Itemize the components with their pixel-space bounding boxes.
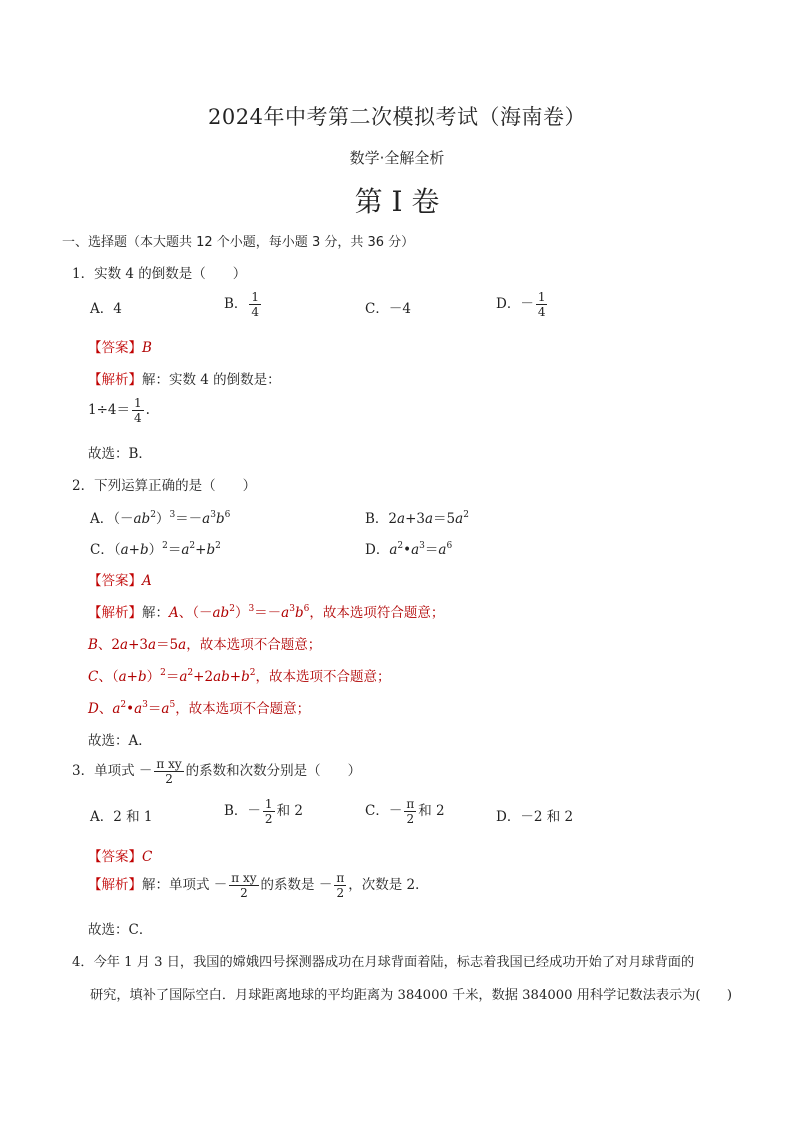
q2-analysis-intro: 解： xyxy=(142,605,169,621)
page-subtitle: 数学·全解全析 xyxy=(349,149,445,167)
page-title: 2024年中考第二次模拟考试（海南卷） xyxy=(208,105,586,129)
answer-label: 【答案】 xyxy=(88,849,142,865)
q3-b-den: 2 xyxy=(264,812,273,826)
q4-line-2: 研究，填补了国际空白．月球距离地球的平均距离为 384000 千米，数据 384000 用科学记数法表示为( ) xyxy=(90,988,733,1003)
q2-analysis-a: 【解析】解：A、$(-ab^2)^3=-a^3b^6$，故本选项符合题意； xyxy=(88,604,445,621)
q1-option-d xyxy=(496,290,549,319)
q3-b-prefix: B．－ xyxy=(224,803,261,819)
q3-analysis-num: π xy xyxy=(231,871,257,885)
q2-option-d: D．$a^2•a^3=a^6$ xyxy=(365,541,453,558)
q2-analysis-b: B、2a+3a＝5a，故本选项不合题意； xyxy=(88,637,322,653)
section-heading: 一、选择题（本大题共 12 个小题，每小题 3 分，共 36 分） xyxy=(62,235,415,250)
q1-calc-prefix: 1÷4＝ xyxy=(88,402,130,418)
q1-option-a: A．4 xyxy=(90,301,122,317)
q3-stem-den: 2 xyxy=(154,771,183,786)
q1-b-num: 1 xyxy=(251,290,260,304)
q3-analysis-den2: 2 xyxy=(334,885,346,900)
q2-conclusion: 故选：A． xyxy=(88,733,152,749)
q3-stem-fraction xyxy=(154,757,183,786)
q3-b-fraction xyxy=(263,797,275,826)
q3-stem-num: π xy xyxy=(156,757,182,771)
q3-b-num: 1 xyxy=(264,797,273,811)
q2-answer xyxy=(88,569,152,589)
q1-calc-fraction xyxy=(132,396,144,425)
q3-analysis-fraction-2 xyxy=(334,871,346,900)
q1-answer-value: B xyxy=(142,340,152,356)
q2-option-b: B．$2a+3a=5a^2$ xyxy=(365,510,469,527)
q3-analysis-num2: π xyxy=(336,871,345,885)
q1-option-c: C．－4 xyxy=(365,301,411,317)
q1-d-den: 4 xyxy=(537,305,546,319)
q2-option-a: A．$(-ab^2)^3=-a^3b^6$ xyxy=(90,510,231,527)
q3-c-den: 2 xyxy=(404,811,416,826)
q1-option-b-fraction xyxy=(249,290,261,319)
q3-analysis xyxy=(88,871,429,900)
q1-calc-suffix: . xyxy=(145,402,150,418)
answer-label: 【答案】 xyxy=(88,573,142,589)
q3-stem-suffix: 的系数和次数分别是（ ） xyxy=(185,763,362,779)
q2-analysis-d: D、$a^2•a^3=a^5$，故本选项不合题意； xyxy=(88,700,311,717)
q1-calculation xyxy=(88,396,150,425)
q3-c-suffix: 和 2 xyxy=(418,803,445,819)
q1-analysis-text: 解：实数 4 的倒数是： xyxy=(142,372,281,388)
q3-answer-value: C xyxy=(142,849,153,865)
q3-option-d: D．－2 和 2 xyxy=(496,809,574,825)
q1-analysis xyxy=(88,368,281,388)
q1-conclusion: 故选：B． xyxy=(88,446,152,462)
q2-stem: 2．下列运算正确的是（ ） xyxy=(72,478,257,494)
q3-c-fraction xyxy=(404,797,416,826)
q3-c-num: π xyxy=(406,797,415,811)
q1-option-d-prefix: D．－ xyxy=(496,296,534,312)
q3-stem xyxy=(72,757,361,786)
q1-calc-num: 1 xyxy=(134,396,142,410)
q1-option-b-prefix: B． xyxy=(224,296,248,312)
q3-analysis-mid: 的系数是 － xyxy=(260,877,333,893)
q1-option-b xyxy=(224,290,263,319)
answer-label: 【答案】 xyxy=(88,340,142,356)
q3-stem-prefix: 3．单项式 － xyxy=(72,763,153,779)
q3-option-b xyxy=(224,797,303,826)
q3-answer xyxy=(88,845,152,865)
q1-b-den: 4 xyxy=(251,305,260,319)
q3-c-prefix: C．－ xyxy=(365,803,403,819)
q1-calc-den: 4 xyxy=(134,411,142,425)
q3-analysis-suffix: ，次数是 2． xyxy=(348,877,429,893)
analysis-label: 【解析】 xyxy=(88,605,142,621)
q2-analysis-c: C、$(a+b)^2=a^2+2ab+b^2$，故本选项不合题意； xyxy=(88,668,391,685)
q1-option-d-fraction xyxy=(536,290,548,319)
volume-heading: 第 I 卷 xyxy=(354,185,440,218)
q2-answer-value: A xyxy=(142,573,152,589)
q3-conclusion: 故选：C． xyxy=(88,922,153,938)
q1-answer xyxy=(88,336,152,356)
q4-line-1: 4．今年 1 月 3 日，我国的嫦娥四号探测器成功在月球背面着陆，标志着我国已经成功开始了对月球背面的 xyxy=(72,955,695,970)
q3-b-suffix: 和 2 xyxy=(276,803,303,819)
q3-option-c xyxy=(365,797,445,826)
q3-analysis-den: 2 xyxy=(229,885,258,900)
q2-option-c: C．$(a+b)^2=a^2+b^2$ xyxy=(90,541,221,558)
q1-stem: 1．实数 4 的倒数是（ ） xyxy=(72,266,247,282)
analysis-label: 【解析】 xyxy=(88,372,142,388)
q1-d-num: 1 xyxy=(537,290,546,304)
q3-analysis-fraction xyxy=(229,871,258,900)
analysis-label: 【解析】 xyxy=(88,877,142,893)
q3-option-a: A．2 和 1 xyxy=(90,809,153,825)
q3-analysis-prefix: 解：单项式 － xyxy=(142,877,228,893)
